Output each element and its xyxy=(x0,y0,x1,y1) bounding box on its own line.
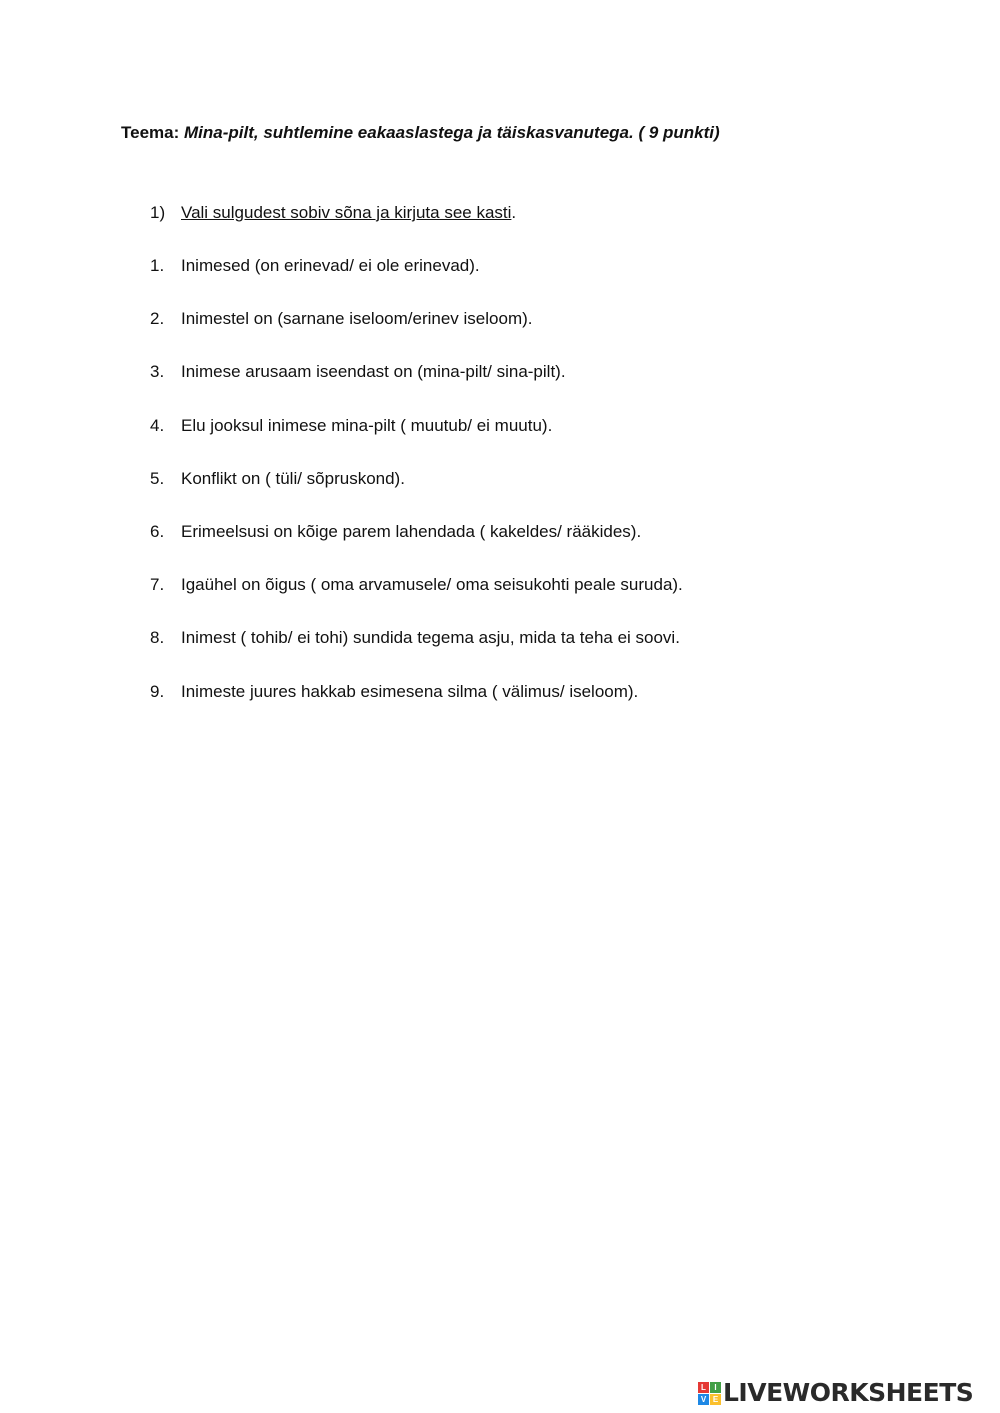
logo-badge-letter: V xyxy=(698,1394,709,1405)
question-number: 2. xyxy=(150,309,165,329)
question-number: 5. xyxy=(150,468,165,488)
question-text: Konflikt on ( tüli/ sõpruskond). xyxy=(181,468,405,488)
question-number: 7. xyxy=(150,575,165,595)
instruction-suffix: . xyxy=(511,203,517,222)
question-number: 9. xyxy=(150,681,165,701)
question-item xyxy=(150,360,683,413)
question-number: 6. xyxy=(150,521,165,541)
instruction xyxy=(150,201,516,225)
liveworksheets-logo xyxy=(698,1378,973,1408)
worksheet-title xyxy=(121,121,720,145)
title-topic: Mina-pilt, suhtlemine eakaaslastega ja täiskasvanutega. ( 9 punkti) xyxy=(184,123,720,142)
question-item xyxy=(150,520,683,573)
question-number: 1. xyxy=(150,256,165,275)
question-text: Elu jooksul inimese mina-pilt ( muutub/ ei muutu). xyxy=(181,415,553,435)
question-text: Inimesed (on erinevad/ ei ole erinevad). xyxy=(181,256,480,275)
logo-badge-letter: I xyxy=(710,1382,721,1393)
question-text: Inimeste juures hakkab esimesena silma ( välimus/ iseloom). xyxy=(181,681,639,701)
logo-badge-letter: L xyxy=(698,1382,709,1393)
question-item xyxy=(150,467,683,520)
question-item xyxy=(150,626,683,679)
question-item xyxy=(150,680,683,733)
instruction-text: Vali sulgudest sobiv sõna ja kirjuta see kasti xyxy=(181,203,512,222)
question-number: 3. xyxy=(150,362,165,382)
question-item xyxy=(150,254,683,307)
logo-badge-letter: E xyxy=(710,1394,721,1405)
question-text: Inimestel on (sarnane iseloom/erinev iseloom). xyxy=(181,309,533,329)
instruction-number: 1) xyxy=(150,203,166,222)
question-item xyxy=(150,307,683,360)
title-label: Teema: xyxy=(121,123,180,142)
question-item xyxy=(150,414,683,467)
question-list xyxy=(150,254,683,733)
logo-text: LIVEWORKSHEETS xyxy=(723,1378,974,1407)
question-number: 4. xyxy=(150,415,165,435)
question-item xyxy=(150,573,683,626)
question-text: Inimest ( tohib/ ei tohi) sundida tegema asju, mida ta teha ei soovi. xyxy=(181,628,680,648)
question-text: Erimeelsusi on kõige parem lahendada ( kakeldes/ rääkides). xyxy=(181,521,642,541)
question-text: Igaühel on õigus ( oma arvamusele/ oma seisukohti peale suruda). xyxy=(181,575,683,595)
logo-badge-icon xyxy=(698,1382,721,1405)
question-text: Inimese arusaam iseendast on (mina-pilt/ sina-pilt). xyxy=(181,362,566,382)
question-number: 8. xyxy=(150,628,165,648)
